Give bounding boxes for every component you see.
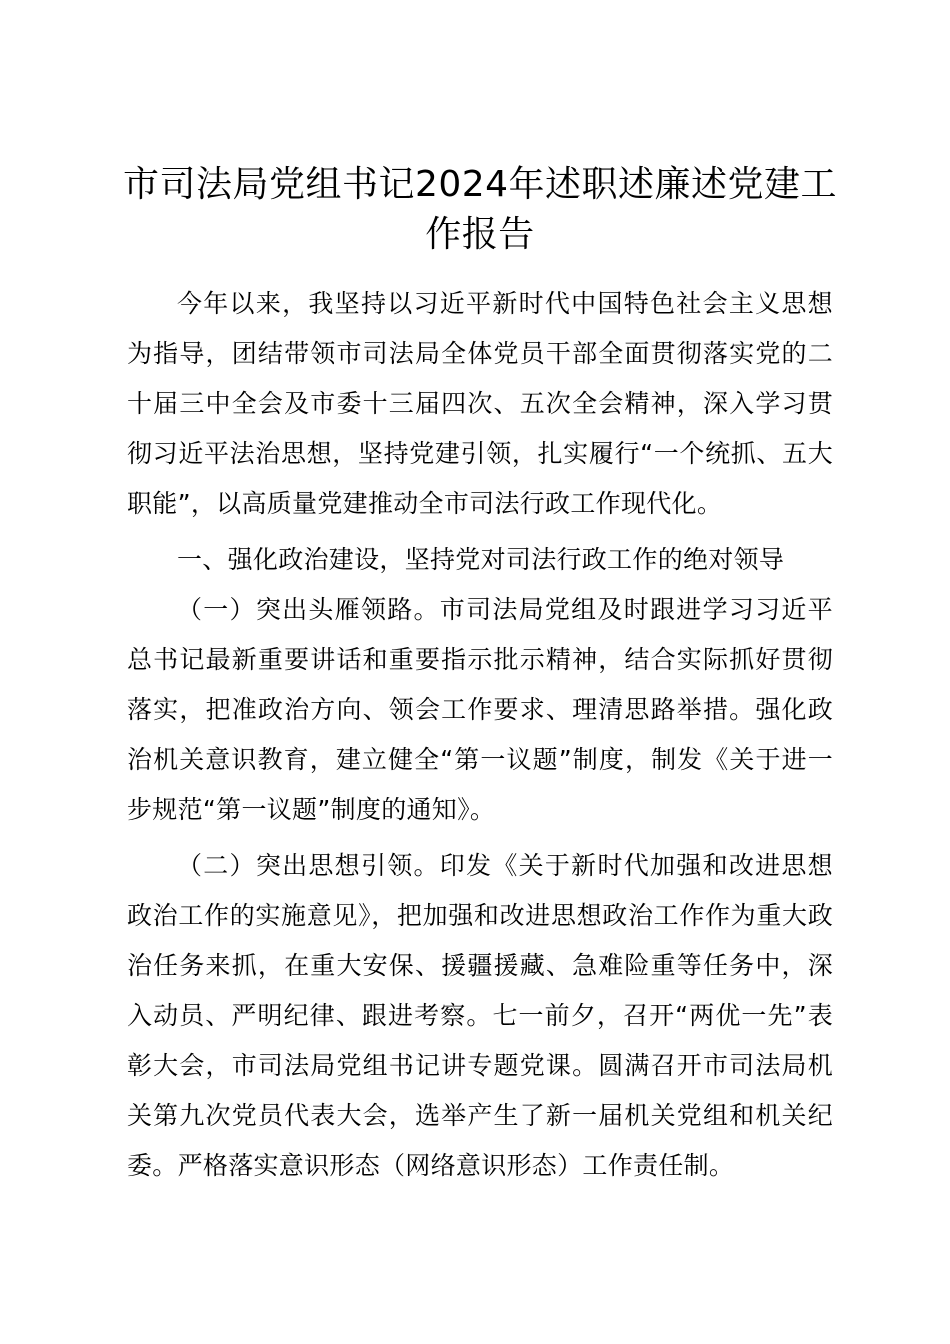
section-item-paragraph: （二）突出思想引领。印发《关于新时代加强和改进思想政治工作的实施意见》，把加强和改进思想政治工作作为重大政治任务来抓，在重大安保、援疆援藏、急难险重等任务中，深入动员、严明纪律、跟进考察。七一前夕，召开“两优一先”表彰大会，市司法局党组书记讲专题党课。圆满召开市司法局机关第九次党员代表大会，选举产生了新一届机关党组和机关纪委。严格落实意识形态（网络意识形态）工作责任制。 [127,851,833,1180]
intro-paragraph: 今年以来，我坚持以习近平新时代中国特色社会主义思想为指导，团结带领市司法局全体党员干部全面贯彻落实党的二十届三中全会及市委十三届四次、五次全会精神，深入学习贯彻习近平法治思想，坚持党建引领，扎实履行“一个统抓、五大职能”，以高质量党建推动全市司法行政工作现代化。 [127,289,833,518]
document-title: 市司法局党组书记2024年述职述廉述党建工作报告 [122,164,838,255]
section-heading: 一、强化政治建设，坚持党对司法行政工作的绝对领导 [177,545,785,574]
section-item-paragraph: （一）突出头雁领路。市司法局党组及时跟进学习习近平总书记最新重要讲话和重要指示批示精神，结合实际抓好贯彻落实，把准政治方向、领会工作要求、理清思路举措。强化政治机关意识教育，建立健全“第一议题”制度，制发《关于进一步规范“第一议题”制度的通知》。 [127,595,833,824]
document-body [127,279,833,1191]
